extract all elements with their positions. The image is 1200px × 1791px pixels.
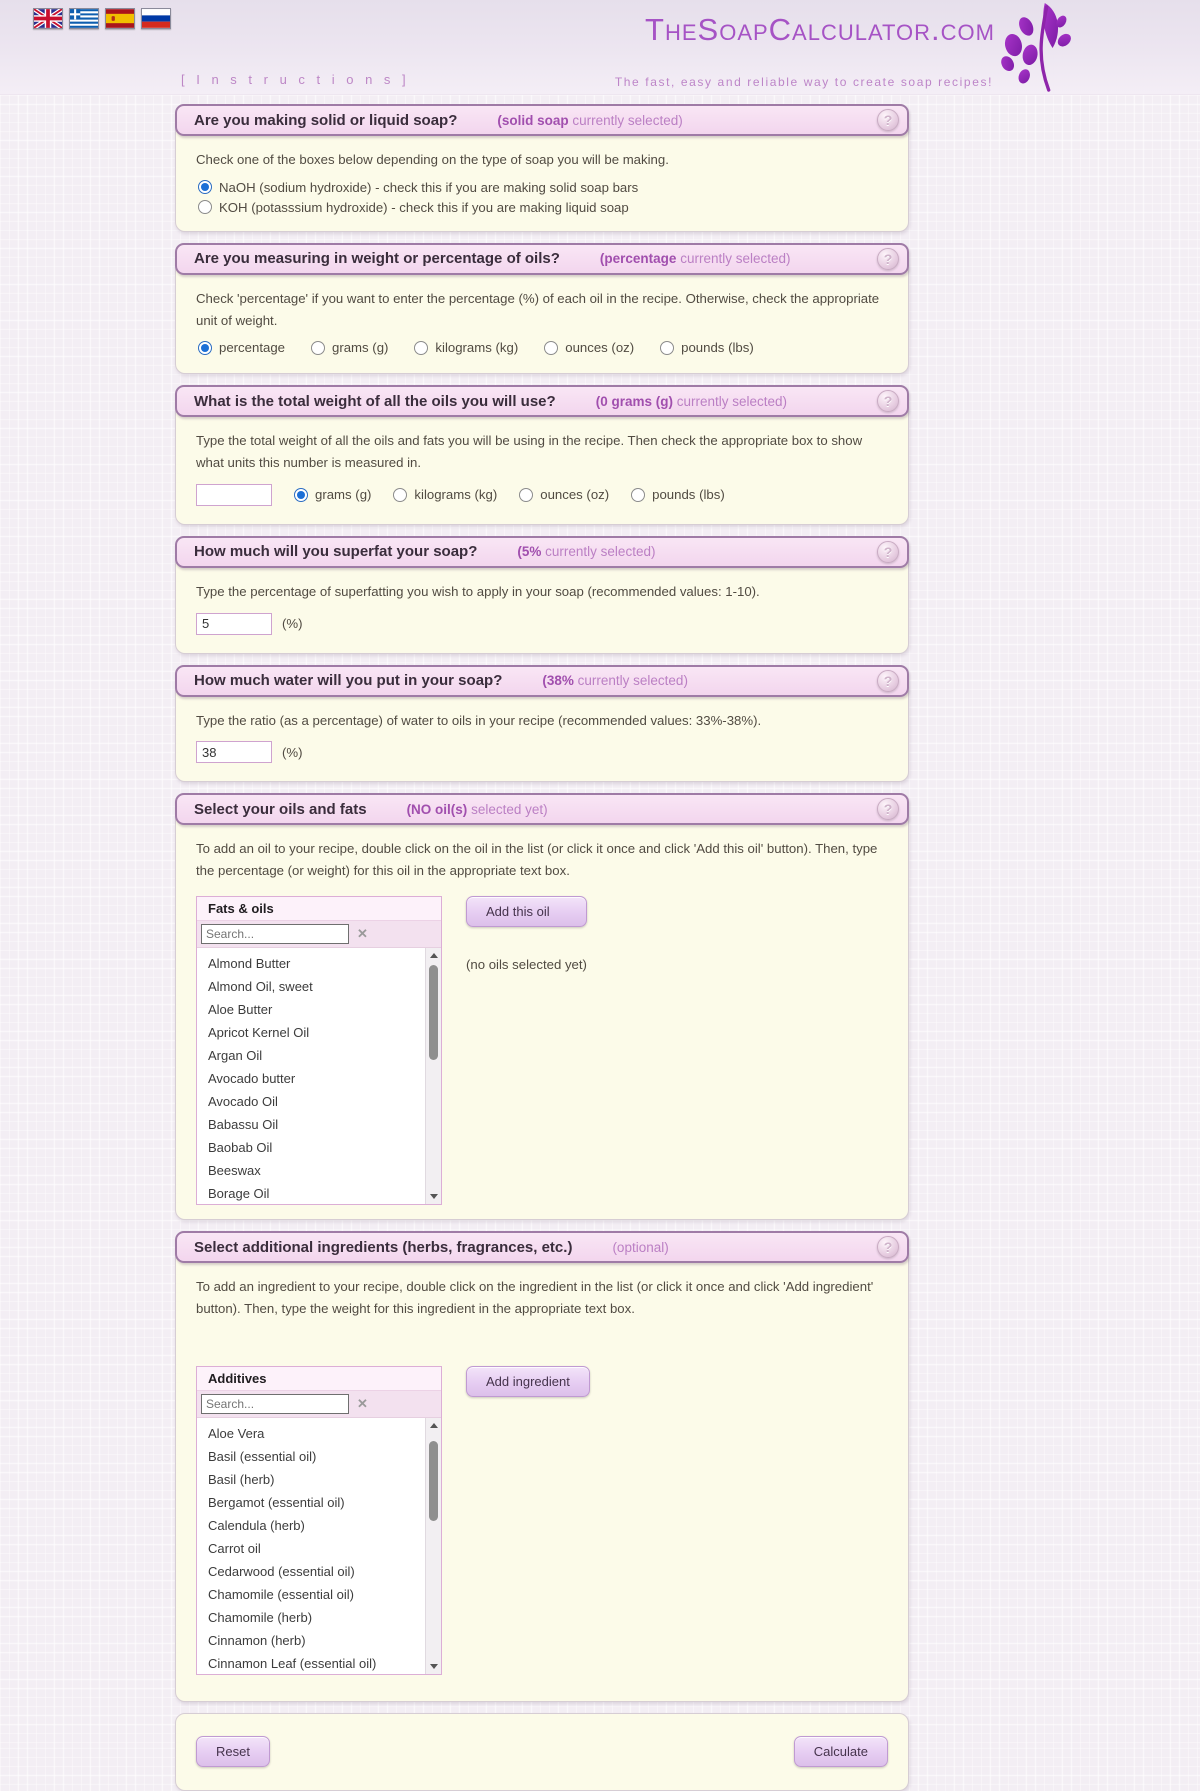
radio-icon[interactable] bbox=[294, 488, 308, 502]
section-status: (5% currently selected) bbox=[517, 544, 656, 560]
section-status: (0 grams (g) currently selected) bbox=[595, 393, 788, 409]
radio-weight-pounds[interactable]: pounds (lbs) bbox=[631, 487, 725, 502]
section-additives bbox=[175, 1231, 909, 1702]
additive-list-item[interactable]: Cinnamon (herb) bbox=[208, 1632, 306, 1648]
percent-suffix: (%) bbox=[282, 744, 303, 760]
oil-list-item[interactable]: Almond Butter bbox=[208, 956, 291, 972]
section-description: To add an oil to your recipe, double click on the oil in the list (or click it once and click 'Add this oil' button). Then, type the percentage (or weight) for this oil in the appropriate text box. bbox=[196, 841, 878, 879]
additive-list-item[interactable]: Cedarwood (essential oil) bbox=[208, 1563, 355, 1579]
radio-percentage[interactable]: percentage bbox=[198, 340, 285, 355]
total-weight-header bbox=[175, 385, 909, 417]
flag-russia-icon[interactable] bbox=[141, 8, 171, 29]
section-description: Check one of the boxes below depending on the type of soap you will be making. bbox=[196, 152, 669, 167]
flag-spain-icon[interactable] bbox=[105, 8, 135, 29]
no-oils-selected-text: (no oils selected yet) bbox=[466, 957, 587, 973]
superfat-input[interactable] bbox=[196, 613, 272, 635]
additives-listbox bbox=[196, 1366, 442, 1675]
section-status: (optional) bbox=[612, 1239, 669, 1255]
additive-list-item[interactable]: Carrot oil bbox=[208, 1540, 261, 1556]
help-icon[interactable] bbox=[877, 670, 899, 692]
oil-list-item[interactable]: Babassu Oil bbox=[208, 1117, 279, 1133]
section-measure-mode bbox=[175, 243, 909, 375]
scroll-up-icon[interactable] bbox=[426, 1418, 441, 1433]
scroll-thumb[interactable] bbox=[429, 1441, 438, 1521]
additives-header bbox=[175, 1231, 909, 1263]
radio-grams[interactable]: grams (g) bbox=[311, 340, 388, 355]
site-header bbox=[0, 0, 1200, 95]
oil-list-item[interactable]: Apricot Kernel Oil bbox=[208, 1025, 310, 1041]
additives-list bbox=[197, 1418, 425, 1674]
radio-icon[interactable] bbox=[393, 488, 407, 502]
clear-search-icon[interactable] bbox=[357, 1396, 368, 1412]
help-icon[interactable] bbox=[877, 248, 899, 270]
section-description: Type the total weight of all the oils and fats you will be using in the recipe. Then check the appropriate box to show what units this number is measured in. bbox=[196, 433, 863, 471]
radio-weight-grams[interactable]: grams (g) bbox=[294, 487, 371, 502]
instructions-link[interactable]: [ I n s t r u c t i o n s ] bbox=[181, 72, 410, 87]
radio-icon[interactable] bbox=[631, 488, 645, 502]
add-ingredient-button[interactable]: Add ingredient bbox=[466, 1366, 590, 1397]
oils-list bbox=[197, 948, 425, 1204]
total-weight-input[interactable] bbox=[196, 484, 272, 506]
radio-kilograms[interactable]: kilograms (kg) bbox=[414, 340, 518, 355]
oils-search-input[interactable] bbox=[201, 924, 349, 944]
oil-list-item[interactable]: Avocado butter bbox=[208, 1071, 296, 1087]
section-title: How much water will you put in your soap? bbox=[194, 672, 503, 690]
additive-list-item[interactable]: Basil (essential oil) bbox=[208, 1448, 317, 1464]
section-title: What is the total weight of all the oils you will use? bbox=[194, 392, 556, 410]
section-soap-type bbox=[175, 104, 909, 232]
section-oils bbox=[175, 793, 909, 1220]
radio-weight-kilograms[interactable]: kilograms (kg) bbox=[393, 487, 497, 502]
additive-list-item[interactable]: Calendula (herb) bbox=[208, 1517, 305, 1533]
radio-icon[interactable] bbox=[519, 488, 533, 502]
oil-list-item[interactable]: Baobab Oil bbox=[208, 1140, 273, 1156]
oil-list-item[interactable]: Aloe Butter bbox=[208, 1002, 273, 1018]
scroll-up-icon[interactable] bbox=[426, 948, 441, 963]
radio-weight-ounces[interactable]: ounces (oz) bbox=[519, 487, 609, 502]
footer-actions bbox=[175, 1713, 909, 1791]
help-icon[interactable] bbox=[877, 1236, 899, 1258]
flag-uk-icon[interactable] bbox=[33, 8, 63, 29]
additive-list-item[interactable]: Chamomile (herb) bbox=[208, 1609, 313, 1625]
radio-icon[interactable] bbox=[544, 341, 558, 355]
radio-icon[interactable] bbox=[198, 180, 212, 194]
oil-list-item[interactable]: Borage Oil bbox=[208, 1186, 270, 1202]
radio-ounces[interactable]: ounces (oz) bbox=[544, 340, 634, 355]
oil-list-item[interactable]: Almond Oil, sweet bbox=[208, 979, 313, 995]
reset-button[interactable]: Reset bbox=[196, 1736, 270, 1767]
section-description: Check 'percentage' if you want to enter the percentage (%) of each oil in the recipe. Otherwise, check the appropriate unit of weight. bbox=[196, 290, 880, 328]
oil-list-item[interactable]: Beeswax bbox=[208, 1163, 261, 1179]
additive-list-item[interactable]: Chamomile (essential oil) bbox=[208, 1586, 354, 1602]
section-title: Select your oils and fats bbox=[194, 800, 367, 818]
superfat-header bbox=[175, 536, 909, 568]
section-title: How much will you superfat your soap? bbox=[194, 543, 478, 561]
language-switcher bbox=[33, 8, 171, 29]
oils-listbox-title: Fats & oils bbox=[197, 897, 441, 921]
help-icon[interactable] bbox=[877, 798, 899, 820]
section-description: Type the percentage of superfatting you wish to apply in your soap (recommended values: 1-10). bbox=[196, 583, 760, 599]
section-total-weight bbox=[175, 385, 909, 525]
section-status: (solid soap currently selected) bbox=[497, 112, 683, 128]
site-tagline: The fast, easy and reliable way to create soap recipes! bbox=[614, 75, 993, 89]
radio-icon[interactable] bbox=[311, 341, 325, 355]
section-description: To add an ingredient to your recipe, double click on the ingredient in the list (or click it once and click 'Add ingredient' button). Then, type the weight for this ingredient in the appropriate text box. bbox=[196, 1279, 874, 1316]
leaf-logo-icon bbox=[996, 2, 1074, 92]
help-icon[interactable] bbox=[877, 109, 899, 131]
radio-pounds[interactable]: pounds (lbs) bbox=[660, 340, 754, 355]
water-input[interactable] bbox=[196, 741, 272, 763]
section-status: (NO oil(s) selected yet) bbox=[406, 801, 548, 817]
section-status: (38% currently selected) bbox=[542, 673, 688, 689]
clear-search-icon[interactable] bbox=[357, 926, 368, 942]
scroll-thumb[interactable] bbox=[429, 965, 438, 1060]
soap-type-header bbox=[175, 104, 909, 136]
help-icon[interactable] bbox=[877, 390, 899, 412]
scroll-down-icon[interactable] bbox=[426, 1189, 441, 1204]
radio-icon[interactable] bbox=[198, 341, 212, 355]
help-icon[interactable] bbox=[877, 541, 899, 563]
oils-header bbox=[175, 793, 909, 825]
oil-list-item[interactable]: Argan Oil bbox=[208, 1048, 263, 1064]
calculate-button[interactable]: Calculate bbox=[794, 1736, 888, 1767]
oil-list-item[interactable]: Avocado Oil bbox=[208, 1094, 278, 1110]
additive-list-item[interactable]: Bergamot (essential oil) bbox=[208, 1494, 345, 1510]
section-description: Type the ratio (as a percentage) of water to oils in your recipe (recommended values: 33%-38%). bbox=[196, 712, 762, 728]
additive-list-item[interactable]: Cinnamon Leaf (essential oil) bbox=[208, 1655, 377, 1671]
oils-listbox bbox=[196, 896, 442, 1205]
additives-scrollbar[interactable] bbox=[425, 1418, 441, 1674]
water-header bbox=[175, 665, 909, 697]
measure-mode-header bbox=[175, 243, 909, 275]
radio-naoh[interactable]: NaOH (sodium hydroxide) - check this if you are making solid soap bars bbox=[198, 180, 888, 195]
oils-scrollbar[interactable] bbox=[425, 948, 441, 1204]
scroll-down-icon[interactable] bbox=[426, 1659, 441, 1674]
section-water bbox=[175, 665, 909, 783]
additive-list-item[interactable]: Aloe Vera bbox=[208, 1425, 265, 1441]
section-title: Are you making solid or liquid soap? bbox=[194, 111, 458, 129]
radio-koh[interactable]: KOH (potasssium hydroxide) - check this if you are making liquid soap bbox=[198, 200, 888, 215]
additive-list-item[interactable]: Basil (herb) bbox=[208, 1471, 275, 1487]
add-oil-button[interactable]: Add this oil bbox=[466, 896, 587, 927]
section-title: Select additional ingredients (herbs, fragrances, etc.) bbox=[194, 1238, 573, 1256]
section-superfat bbox=[175, 536, 909, 654]
additives-listbox-title: Additives bbox=[197, 1367, 441, 1391]
additives-search-input[interactable] bbox=[201, 1394, 349, 1414]
radio-icon[interactable] bbox=[660, 341, 674, 355]
radio-icon[interactable] bbox=[198, 200, 212, 214]
site-logo-text: TheSoapCalculator.com bbox=[645, 12, 995, 47]
radio-icon[interactable] bbox=[414, 341, 428, 355]
percent-suffix: (%) bbox=[282, 616, 303, 632]
flag-greece-icon[interactable] bbox=[69, 8, 99, 29]
section-status: (percentage currently selected) bbox=[599, 251, 791, 267]
section-title: Are you measuring in weight or percentage of oils? bbox=[194, 250, 560, 268]
